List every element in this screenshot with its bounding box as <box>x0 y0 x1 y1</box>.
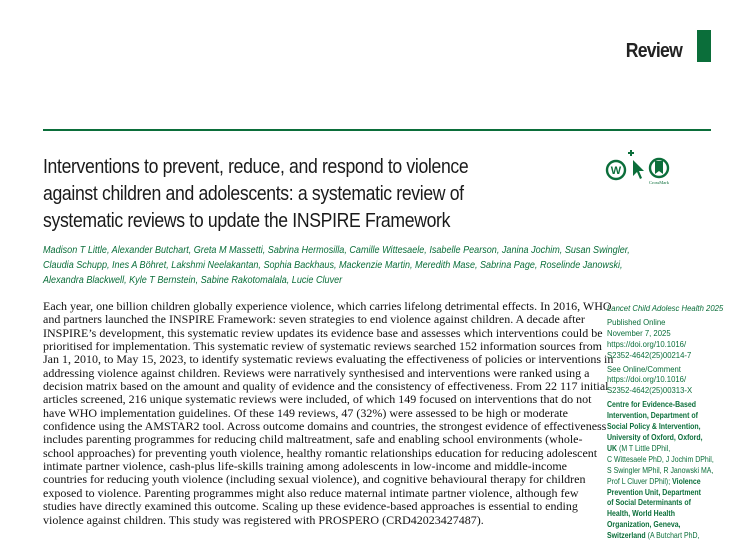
section-tab-marker <box>697 30 711 62</box>
affiliation-institution: UK <box>607 442 618 453</box>
affiliation-line <box>607 519 720 530</box>
published-date: November 7, 2025 <box>607 327 671 338</box>
affiliation-line <box>607 476 720 487</box>
published-label: Published Online <box>607 316 666 327</box>
crossmark-icon[interactable] <box>649 159 670 185</box>
affiliations <box>607 399 733 541</box>
abstract-line: intimate partner violence, cash-plus life-skills training among adolescents in low-income and middle-income <box>43 459 567 474</box>
affiliation-line <box>607 497 720 508</box>
abstract-line: have WHO implementation guidelines. Of these 149 reviews, 47 (32%) were assessed to be high or moderate <box>43 405 568 420</box>
article-badges <box>605 148 680 193</box>
affiliation-line <box>607 530 720 541</box>
journal-citation: Lancet Child Adolesc Health 2025 <box>607 303 724 313</box>
title-line: against children and adolescents: a systematic review of <box>43 182 464 205</box>
author-line: Claudia Schupp, Ines A Böhret, Lakshmi Neelakantan, Sophia Backhaus, Mackenzie Martin, Meredith Mase, Sabrina Page, Roselinde Janowski, <box>43 260 623 271</box>
section-label: Review <box>625 40 682 62</box>
affiliation-line <box>607 454 720 465</box>
doi-link[interactable]: https://doi.org/10.1016/ <box>607 338 687 349</box>
affiliation-authors: (A Butchart PhD, <box>645 530 700 541</box>
abstract-line: INSPIRE’s development, this systematic review updates its evidence base and assesses which interventions could be <box>43 325 603 340</box>
abstract-line: Jan 1, 2010, to May 15, 2023, to identify systematic reviews evaluating the effectiveness of policies or interventions in <box>43 352 614 367</box>
affiliation-authors: (M T Little DPhil, <box>617 442 671 453</box>
affiliation-line <box>607 487 720 498</box>
affiliation-line <box>607 399 720 410</box>
affiliation-line <box>607 465 720 476</box>
author-list <box>43 243 643 288</box>
affiliation-authors: S Swingler MPhil, R Janowski MA, <box>607 464 714 475</box>
crossmark-label: CrossMark <box>649 180 669 185</box>
affiliation-institution: Health, World Health <box>607 508 675 519</box>
title-line: systematic reviews to update the INSPIRE Framework <box>43 209 451 232</box>
affiliation-line <box>607 508 720 519</box>
article-title <box>43 153 603 234</box>
author-line: Alexandra Blackwell, Kyle T Bernstein, Sabine Rakotomalala, Lucie Cluver <box>43 275 343 286</box>
cursor-plus-icon[interactable] <box>628 150 644 179</box>
comment-doi-link[interactable]: https://doi.org/10.1016/ <box>607 374 687 385</box>
abstract-line: confidence using the AMSTAR2 tool. Across outcome domains and countries, the strongest evidence of effectiveness <box>43 419 607 434</box>
author-line: Madison T Little, Alexander Butchart, Greta M Massetti, Sabrina Hermosilla, Camille Wittesaele, Isabelle Pearson, Janina Jochim, Susan Swingler, <box>43 245 630 256</box>
abstract-line: prioritised for implementation. This systematic review of systematic reviews searched 152 information sources from <box>43 339 602 354</box>
affiliation-institution: Organization, Geneva, <box>607 519 681 530</box>
abstract-line: and partners launched the INSPIRE Framework: seven strategies to end violence against children. A decade after <box>43 312 585 327</box>
doi-link[interactable]: S2352-4642(25)00214-7 <box>607 349 692 360</box>
affiliation-institution: Prevention Unit, Department <box>607 486 701 497</box>
affiliation-institution: Switzerland <box>607 530 646 541</box>
affiliation-institution: Social Policy & Intervention, <box>607 421 701 432</box>
svg-text:W: W <box>610 165 622 177</box>
abstract-line: decision matrix based on the amount and quality of evidence and the consistency of effectiveness. From 22 117 initial <box>43 379 609 394</box>
affiliation-line <box>607 410 720 421</box>
comment-label: See Online/Comment <box>607 363 681 374</box>
abstract-line: Each year, one billion children globally experience violence, which carries lifelong detrimental effects. In 2016, WHO <box>43 299 612 313</box>
affiliation-line <box>607 443 720 454</box>
abstract-line: countries for reducing youth violence (including sexual violence), and cognitive behavioural therapy for children <box>43 472 586 487</box>
open-access-w-icon[interactable] <box>607 161 625 179</box>
affiliation-institution: University of Oxford, Oxford, <box>607 431 703 442</box>
abstract-line: addressing violence against children. Reviews were narratively synthesised and interventions were ranked using a <box>43 365 590 380</box>
affiliation-line <box>607 421 720 432</box>
affiliation-institution: Violence <box>672 475 701 486</box>
abstract-line: includes parenting programmes for reducing child maltreatment, safe and enabling school environments (whole- <box>43 432 583 447</box>
affiliation-institution: Centre for Evidence-Based <box>607 399 696 410</box>
sidebar-metadata <box>607 303 745 541</box>
abstract-line: exposed to violence. Parenting programmes might also reduce maternal intimate partner violence, although few <box>43 485 579 500</box>
abstract-line: studies have directly examined this outcome. Scaling up these evidence-based approaches is essential to ending <box>43 499 578 514</box>
affiliation-institution: of Social Determinants of <box>607 497 691 508</box>
affiliation-authors: C Wittesaele PhD, J Jochim DPhil, <box>607 453 714 464</box>
title-line: Interventions to prevent, reduce, and respond to violence <box>43 155 469 178</box>
header-divider <box>43 129 711 131</box>
affiliation-authors: Prof L Cluver DPhil); <box>607 475 673 486</box>
affiliation-institution: Intervention, Department of <box>607 410 698 421</box>
abstract-line: articles screened, 216 unique systematic reviews were included, of which 149 focused on interventions that do not <box>43 392 592 407</box>
abstract-line: violence against children. This study was registered with PROSPERO (CRD42023427487). <box>43 512 484 527</box>
abstract-line: school approaches) for preventing youth violence, healthy romantic relationships education for reducing adolescent <box>43 445 598 460</box>
comment-doi-link[interactable]: S2352-4642(25)00313-X <box>607 385 693 396</box>
affiliation-line <box>607 432 720 443</box>
